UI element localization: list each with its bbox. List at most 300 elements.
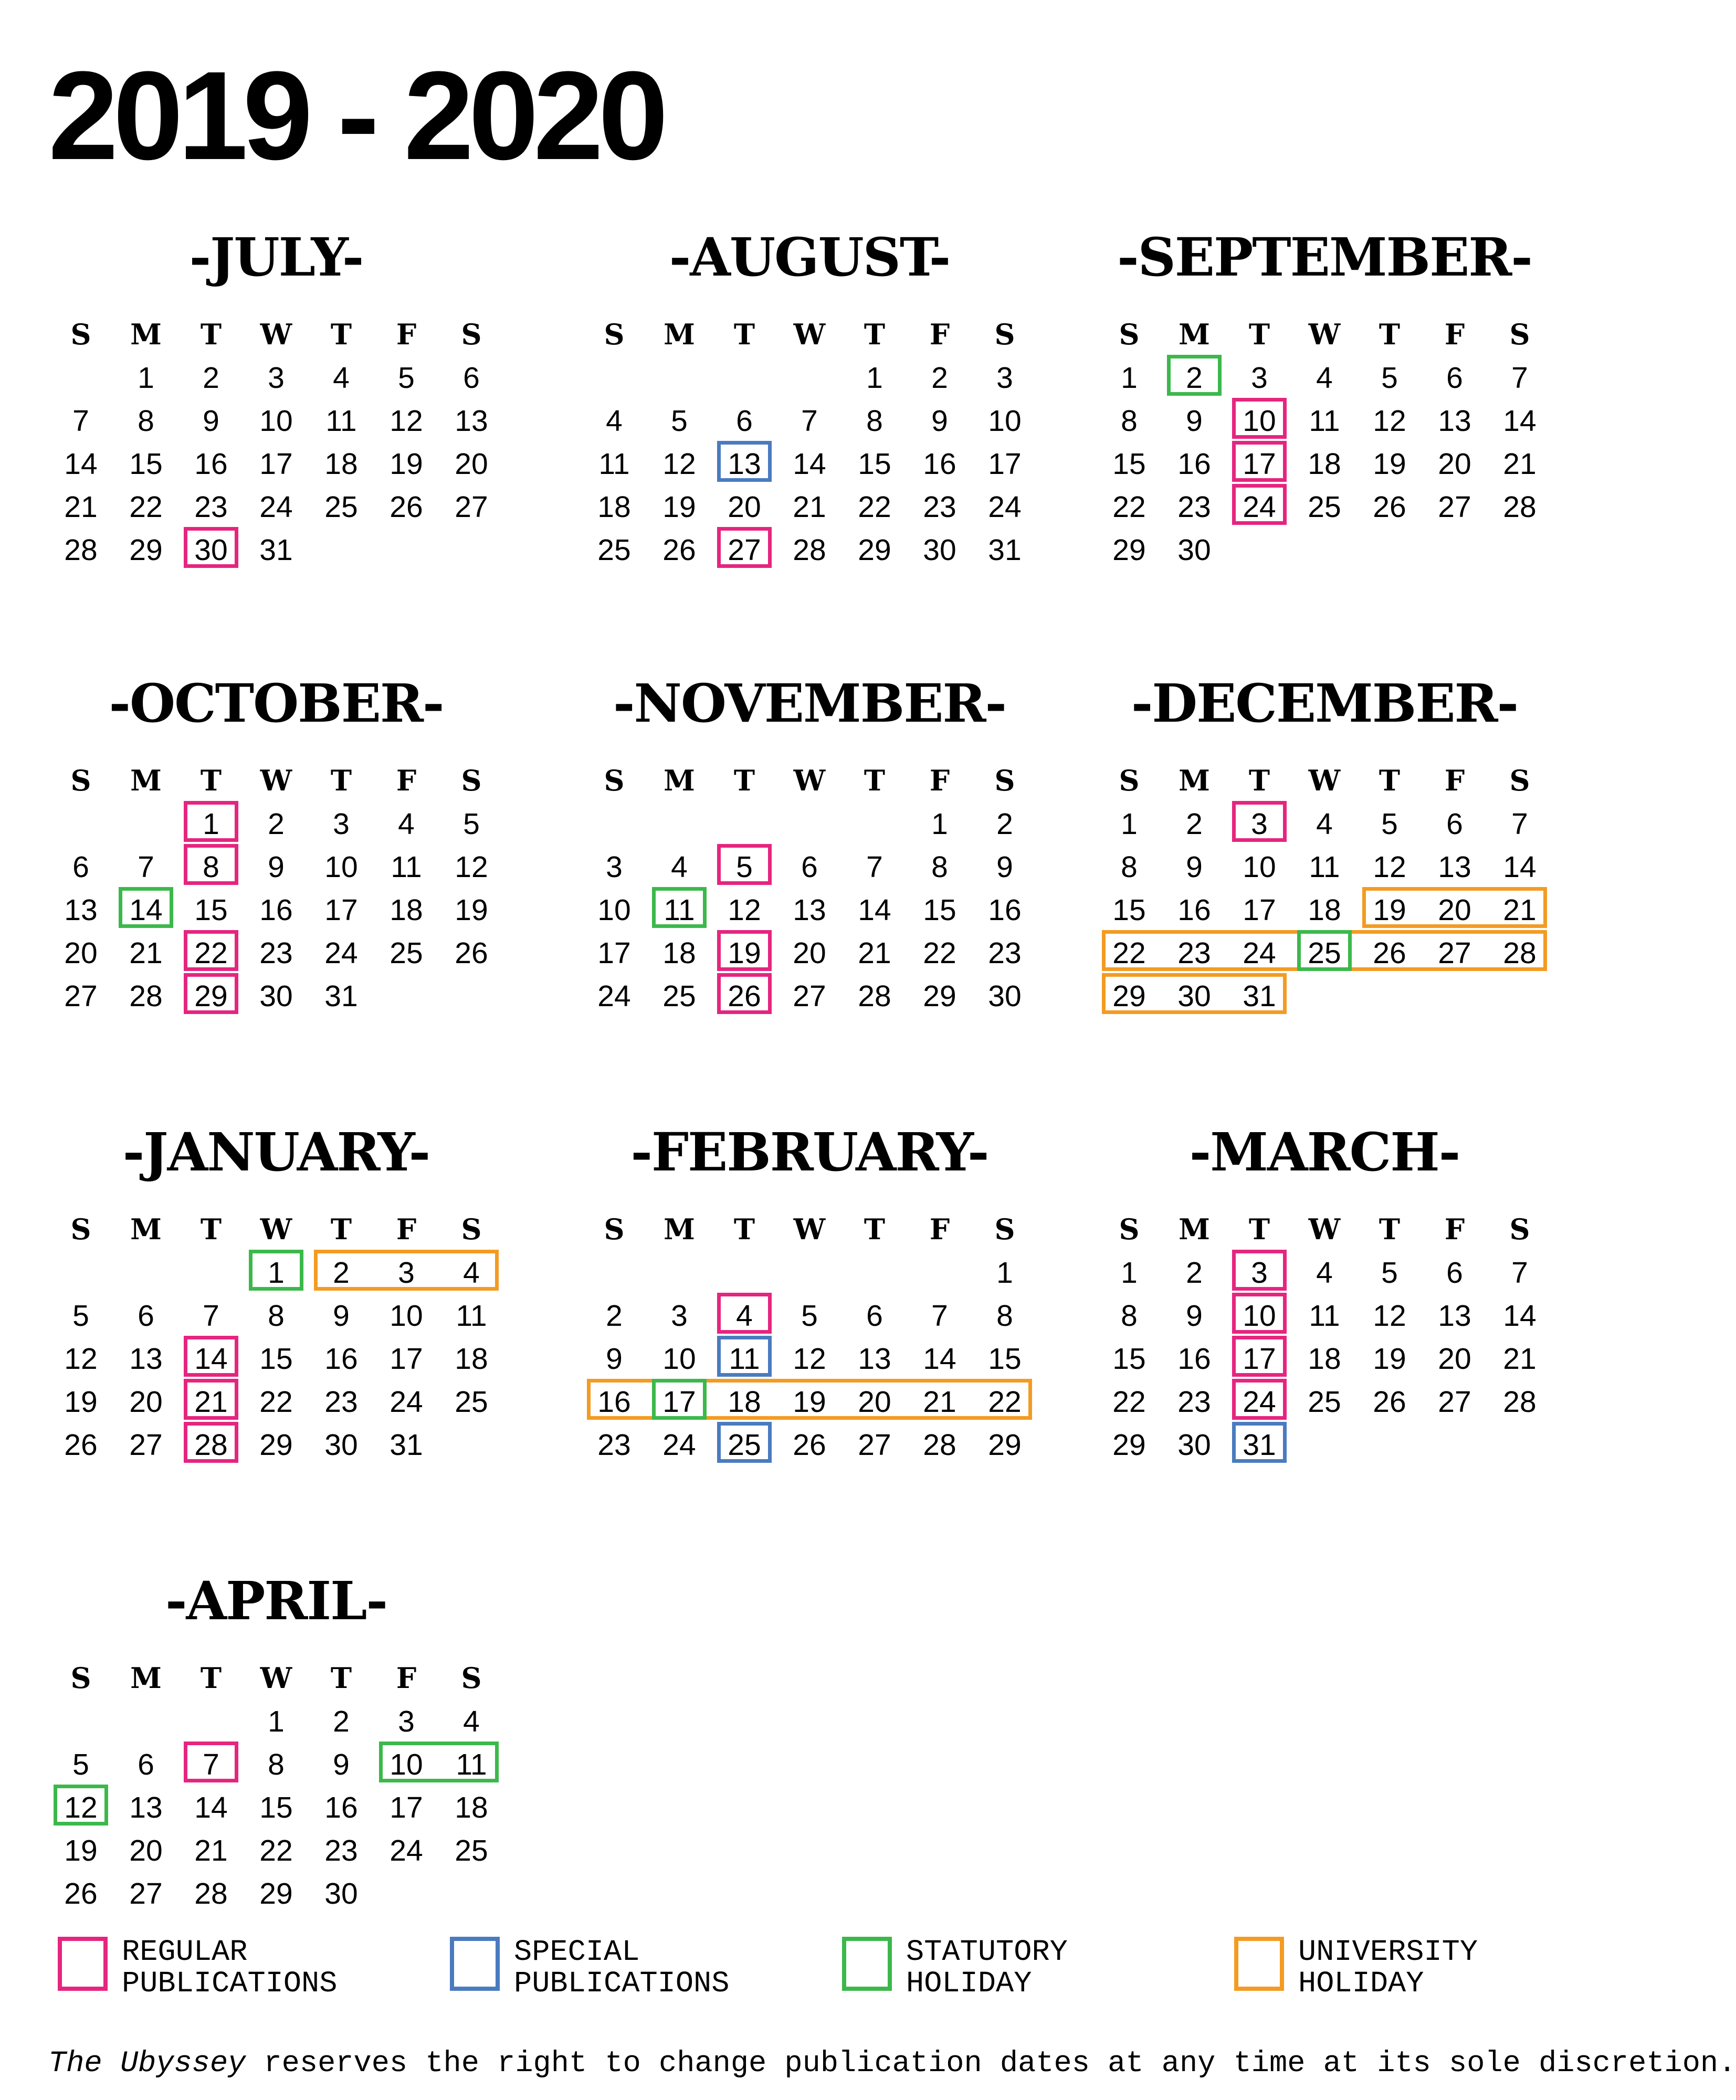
weekday-label: F: [1444, 764, 1465, 797]
day-cell: 7: [866, 850, 883, 884]
disclaimer: [48, 2047, 1736, 2081]
weekday-label: W: [260, 1661, 292, 1695]
day-cell: 23: [988, 936, 1022, 970]
day-cell: 29: [1112, 533, 1146, 567]
special-marker: [717, 441, 772, 482]
day-cell: 28: [129, 979, 163, 1013]
day-cell: 13: [455, 404, 488, 438]
day-cell: 23: [1177, 936, 1211, 970]
weekday-label: M: [1179, 318, 1210, 351]
legend-label: SPECIAL PUBLICATIONS: [514, 1936, 730, 2001]
regular-marker: [184, 1422, 238, 1463]
day-cell: 11: [664, 893, 695, 927]
day-cell: 14: [1503, 850, 1537, 884]
month-title: -NOVEMBER-: [613, 672, 1006, 734]
day-cell: 29: [194, 979, 228, 1013]
weekday-label: T: [200, 1212, 222, 1246]
day-cell: 25: [662, 979, 696, 1013]
day-cell: 18: [455, 1342, 488, 1376]
weekday-label: T: [1379, 764, 1401, 797]
day-cell: 16: [259, 893, 293, 927]
weekday-label: T: [1248, 1212, 1270, 1246]
day-cell: 21: [194, 1834, 228, 1867]
regular-marker: [184, 1379, 238, 1420]
weekday-label: M: [130, 764, 162, 797]
day-cell: 7: [1511, 1256, 1528, 1290]
month-title: -MARCH-: [1189, 1121, 1460, 1183]
day-cell: 4: [333, 361, 350, 395]
day-cell: 1: [268, 1256, 285, 1290]
day-cell: 21: [858, 936, 891, 970]
day-cell: 19: [728, 936, 761, 970]
regular-marker: [1232, 1336, 1287, 1377]
day-cell: 7: [801, 404, 818, 438]
university-marker: [314, 1250, 499, 1291]
day-cell: 21: [1503, 447, 1537, 481]
day-cell: 20: [1438, 893, 1471, 927]
weekday-label: S: [461, 764, 482, 797]
day-cell: 20: [64, 936, 98, 970]
day-cell: 6: [1446, 807, 1463, 841]
month-block: [582, 1121, 1037, 1598]
day-cell: 8: [1121, 404, 1138, 438]
day-cell: 7: [931, 1299, 948, 1333]
day-cell: 8: [268, 1299, 285, 1333]
day-cell: 3: [268, 361, 285, 395]
day-cell: 10: [1243, 1299, 1276, 1333]
day-cell: 30: [1177, 533, 1211, 567]
weekday-label: S: [1509, 764, 1530, 797]
day-cell: 26: [64, 1428, 98, 1462]
day-cell: 30: [1177, 1428, 1211, 1462]
special-swatch-icon: [450, 1937, 500, 1991]
day-cell: 1: [203, 807, 219, 841]
day-cell: 8: [1121, 850, 1138, 884]
weekday-label: S: [1509, 1212, 1530, 1246]
day-cell: 4: [1316, 807, 1333, 841]
weekday-label: T: [864, 764, 886, 797]
day-cell: 31: [1243, 1428, 1276, 1462]
weekday-label: W: [260, 764, 292, 797]
day-cell: 10: [324, 850, 358, 884]
day-cell: 21: [129, 936, 163, 970]
weekday-label: M: [1179, 764, 1210, 797]
regular-marker: [717, 527, 772, 568]
month-title: -APRIL-: [165, 1570, 387, 1632]
statutory-marker: [1167, 355, 1222, 396]
day-cell: 26: [390, 490, 423, 524]
legend-label: UNIVERSITY HOLIDAY: [1298, 1936, 1478, 2001]
day-cell: 29: [129, 533, 163, 567]
weekday-label: T: [864, 318, 886, 351]
day-cell: 20: [1438, 447, 1471, 481]
day-cell: 9: [1186, 404, 1203, 438]
day-cell: 3: [333, 807, 350, 841]
regular-marker: [1232, 398, 1287, 439]
day-cell: 19: [793, 1385, 826, 1419]
day-cell: 24: [597, 979, 631, 1013]
regular-marker: [184, 973, 238, 1014]
day-cell: 15: [1112, 1342, 1146, 1376]
day-cell: 23: [324, 1834, 358, 1867]
day-cell: 30: [988, 979, 1022, 1013]
day-cell: 18: [455, 1791, 488, 1824]
day-cell: 28: [1503, 490, 1537, 524]
day-cell: 13: [728, 447, 761, 481]
day-cell: 17: [390, 1791, 423, 1824]
weekday-label: S: [1509, 318, 1530, 351]
weekday-label: F: [1444, 1212, 1465, 1246]
day-cell: 5: [1381, 361, 1398, 395]
weekday-label: T: [1248, 764, 1270, 797]
day-cell: 6: [463, 361, 480, 395]
day-cell: 4: [671, 850, 688, 884]
day-cell: 17: [324, 893, 358, 927]
day-cell: 4: [736, 1299, 753, 1333]
day-cell: 18: [1308, 447, 1341, 481]
day-cell: 31: [988, 533, 1022, 567]
day-cell: 30: [923, 533, 956, 567]
day-cell: 9: [333, 1299, 350, 1333]
day-cell: 17: [988, 447, 1022, 481]
month-title: -SEPTEMBER-: [1117, 226, 1532, 288]
day-cell: 15: [259, 1791, 293, 1824]
statutory-marker: [652, 887, 707, 928]
day-cell: 16: [597, 1385, 631, 1419]
day-cell: 18: [390, 893, 423, 927]
day-cell: 29: [923, 979, 956, 1013]
day-cell: 4: [1316, 361, 1333, 395]
day-cell: 21: [923, 1385, 956, 1419]
day-cell: 21: [793, 490, 826, 524]
regular-marker: [1232, 484, 1287, 525]
day-cell: 27: [129, 1877, 163, 1911]
day-cell: 9: [606, 1342, 623, 1376]
month-block: [1097, 1121, 1552, 1598]
day-cell: 7: [1511, 361, 1528, 395]
weekday-label: S: [604, 318, 625, 351]
day-cell: 11: [1309, 1299, 1340, 1333]
day-cell: 16: [923, 447, 956, 481]
day-cell: 4: [463, 1705, 480, 1738]
day-cell: 29: [1112, 1428, 1146, 1462]
day-cell: 14: [129, 893, 163, 927]
day-cell: 25: [324, 490, 358, 524]
day-cell: 13: [1438, 404, 1471, 438]
regular-marker: [717, 1293, 772, 1334]
month-title: -OCTOBER-: [109, 672, 444, 734]
day-cell: 18: [1308, 893, 1341, 927]
day-cell: 1: [138, 361, 154, 395]
weekday-label: S: [1119, 1212, 1140, 1246]
day-cell: 19: [1373, 1342, 1406, 1376]
weekday-label: W: [260, 1212, 292, 1246]
day-cell: 24: [390, 1385, 423, 1419]
day-cell: 24: [1243, 1385, 1276, 1419]
day-cell: 23: [324, 1385, 358, 1419]
day-cell: 6: [72, 850, 89, 884]
month-title: -FEBRUARY-: [630, 1121, 988, 1183]
day-cell: 3: [1251, 1256, 1268, 1290]
day-cell: 2: [203, 361, 219, 395]
day-cell: 5: [1381, 807, 1398, 841]
weekday-label: W: [793, 318, 826, 351]
day-cell: 14: [923, 1342, 956, 1376]
day-cell: 28: [923, 1428, 956, 1462]
weekday-label: T: [1379, 1212, 1401, 1246]
day-cell: 6: [138, 1299, 154, 1333]
day-cell: 24: [1243, 490, 1276, 524]
weekday-label: S: [70, 318, 91, 351]
day-cell: 28: [194, 1877, 228, 1911]
day-cell: 9: [268, 850, 285, 884]
page-title: 2019 - 2020: [48, 45, 664, 186]
day-cell: 8: [866, 404, 883, 438]
day-cell: 26: [1373, 936, 1406, 970]
day-cell: 26: [1373, 1385, 1406, 1419]
day-cell: 12: [728, 893, 761, 927]
day-cell: 25: [1308, 490, 1341, 524]
day-cell: 14: [194, 1342, 228, 1376]
day-cell: 30: [259, 979, 293, 1013]
day-cell: 22: [194, 936, 228, 970]
day-cell: 20: [129, 1385, 163, 1419]
day-cell: 16: [1177, 893, 1211, 927]
disclaimer-text: reserves the right to change publication dates at any time at its sole discretion.: [246, 2047, 1736, 2081]
special-marker: [717, 1422, 772, 1463]
month-title: -DECEMBER-: [1131, 672, 1518, 734]
day-cell: 26: [662, 533, 696, 567]
day-cell: 2: [268, 807, 285, 841]
day-cell: 13: [1438, 850, 1471, 884]
day-cell: 22: [988, 1385, 1022, 1419]
day-cell: 28: [64, 533, 98, 567]
day-cell: 25: [1308, 936, 1341, 970]
day-cell: 11: [325, 404, 357, 438]
day-cell: 4: [606, 404, 623, 438]
day-cell: 24: [988, 490, 1022, 524]
month-title: -AUGUST-: [669, 226, 950, 288]
day-cell: 22: [1112, 1385, 1146, 1419]
weekday-label: M: [130, 318, 162, 351]
regular-marker: [1232, 1379, 1287, 1420]
day-cell: 27: [1438, 936, 1471, 970]
day-cell: 9: [931, 404, 948, 438]
statutory-marker: [1297, 930, 1352, 971]
regular-marker: [184, 1336, 238, 1377]
day-cell: 1: [931, 807, 948, 841]
day-cell: 1: [866, 361, 883, 395]
day-cell: 22: [1112, 936, 1146, 970]
weekday-label: F: [929, 1212, 950, 1246]
regular-marker: [1232, 441, 1287, 482]
day-cell: 15: [988, 1342, 1022, 1376]
day-cell: 23: [597, 1428, 631, 1462]
weekday-label: F: [929, 764, 950, 797]
weekday-label: M: [664, 318, 695, 351]
day-cell: 30: [324, 1877, 358, 1911]
day-cell: 20: [1438, 1342, 1471, 1376]
day-cell: 23: [923, 490, 956, 524]
statutory-marker: [54, 1785, 108, 1825]
day-cell: 16: [324, 1791, 358, 1824]
weekday-label: M: [130, 1661, 162, 1695]
month-block: [582, 672, 1037, 1149]
day-cell: 3: [1251, 807, 1268, 841]
day-cell: 16: [194, 447, 228, 481]
day-cell: 16: [1177, 1342, 1211, 1376]
day-cell: 19: [64, 1385, 98, 1419]
weekday-label: W: [793, 764, 826, 797]
day-cell: 11: [729, 1342, 760, 1376]
day-cell: 21: [64, 490, 98, 524]
weekday-label: W: [1308, 1212, 1341, 1246]
day-cell: 13: [129, 1791, 163, 1824]
day-cell: 20: [728, 490, 761, 524]
day-cell: 10: [988, 404, 1022, 438]
day-cell: 22: [259, 1385, 293, 1419]
day-cell: 31: [1243, 979, 1276, 1013]
day-cell: 16: [324, 1342, 358, 1376]
day-cell: 23: [1177, 490, 1211, 524]
day-cell: 25: [728, 1428, 761, 1462]
weekday-label: S: [461, 1212, 482, 1246]
weekday-label: W: [1308, 318, 1341, 351]
day-cell: 5: [72, 1748, 89, 1781]
month-title: -JULY-: [189, 226, 363, 288]
weekday-label: S: [604, 764, 625, 797]
weekday-label: S: [604, 1212, 625, 1246]
day-cell: 13: [64, 893, 98, 927]
university-marker: [1362, 887, 1547, 928]
day-cell: 19: [662, 490, 696, 524]
statutory-swatch-icon: [842, 1937, 892, 1991]
day-cell: 28: [1503, 936, 1537, 970]
day-cell: 2: [1186, 1256, 1203, 1290]
day-cell: 11: [1309, 850, 1340, 884]
day-cell: 4: [398, 807, 415, 841]
weekday-label: S: [994, 1212, 1015, 1246]
day-cell: 2: [333, 1256, 350, 1290]
day-cell: 22: [259, 1834, 293, 1867]
weekday-label: S: [994, 318, 1015, 351]
regular-marker: [184, 844, 238, 885]
day-cell: 29: [259, 1428, 293, 1462]
day-cell: 1: [268, 1705, 285, 1738]
weekday-label: T: [330, 764, 352, 797]
regular-marker: [184, 527, 238, 568]
special-marker: [717, 1336, 772, 1377]
day-cell: 27: [1438, 490, 1471, 524]
day-cell: 17: [662, 1385, 696, 1419]
day-cell: 1: [1121, 807, 1138, 841]
day-cell: 12: [455, 850, 488, 884]
regular-swatch-icon: [58, 1937, 108, 1991]
day-cell: 29: [988, 1428, 1022, 1462]
day-cell: 2: [606, 1299, 623, 1333]
day-cell: 15: [1112, 447, 1146, 481]
weekday-label: T: [330, 1661, 352, 1695]
weekday-label: T: [330, 318, 352, 351]
regular-marker: [717, 930, 772, 971]
day-cell: 3: [606, 850, 623, 884]
day-cell: 11: [598, 447, 630, 481]
day-cell: 20: [455, 447, 488, 481]
day-cell: 14: [1503, 404, 1537, 438]
month-block: [1097, 672, 1552, 1149]
day-cell: 22: [1112, 490, 1146, 524]
weekday-label: T: [330, 1212, 352, 1246]
day-cell: 27: [455, 490, 488, 524]
day-cell: 24: [1243, 936, 1276, 970]
weekday-label: W: [1308, 764, 1341, 797]
day-cell: 5: [736, 850, 753, 884]
regular-marker: [1232, 1250, 1287, 1291]
day-cell: 11: [456, 1299, 487, 1333]
day-cell: 25: [455, 1385, 488, 1419]
day-cell: 27: [858, 1428, 891, 1462]
day-cell: 5: [398, 361, 415, 395]
day-cell: 29: [259, 1877, 293, 1911]
weekday-label: T: [200, 764, 222, 797]
day-cell: 2: [1186, 807, 1203, 841]
day-cell: 11: [1309, 404, 1340, 438]
day-cell: 7: [138, 850, 154, 884]
university-swatch-icon: [1234, 1937, 1284, 1991]
day-cell: 21: [1503, 893, 1537, 927]
weekday-label: W: [793, 1212, 826, 1246]
day-cell: 27: [64, 979, 98, 1013]
day-cell: 13: [858, 1342, 891, 1376]
day-cell: 9: [1186, 850, 1203, 884]
day-cell: 13: [129, 1342, 163, 1376]
day-cell: 6: [1446, 361, 1463, 395]
day-cell: 9: [996, 850, 1013, 884]
day-cell: 8: [138, 404, 154, 438]
weekday-label: F: [929, 318, 950, 351]
day-cell: 22: [923, 936, 956, 970]
day-cell: 23: [259, 936, 293, 970]
day-cell: 28: [1503, 1385, 1537, 1419]
day-cell: 17: [1243, 447, 1276, 481]
statutory-marker: [379, 1742, 499, 1782]
weekday-label: T: [733, 318, 755, 351]
weekday-label: M: [664, 1212, 695, 1246]
weekday-label: F: [1444, 318, 1465, 351]
weekday-label: T: [1248, 318, 1270, 351]
weekday-label: S: [70, 764, 91, 797]
day-cell: 4: [463, 1256, 480, 1290]
day-cell: 30: [324, 1428, 358, 1462]
day-cell: 5: [801, 1299, 818, 1333]
day-cell: 13: [793, 893, 826, 927]
day-cell: 6: [801, 850, 818, 884]
day-cell: 4: [1316, 1256, 1333, 1290]
special-marker: [1232, 1422, 1287, 1463]
day-cell: 6: [866, 1299, 883, 1333]
regular-marker: [717, 844, 772, 885]
day-cell: 12: [64, 1791, 98, 1824]
day-cell: 15: [129, 447, 163, 481]
day-cell: 6: [1446, 1256, 1463, 1290]
day-cell: 18: [728, 1385, 761, 1419]
weekday-label: T: [200, 318, 222, 351]
weekday-label: M: [130, 1212, 162, 1246]
day-cell: 12: [1373, 1299, 1406, 1333]
day-cell: 12: [793, 1342, 826, 1376]
day-cell: 25: [390, 936, 423, 970]
statutory-marker: [249, 1250, 303, 1291]
